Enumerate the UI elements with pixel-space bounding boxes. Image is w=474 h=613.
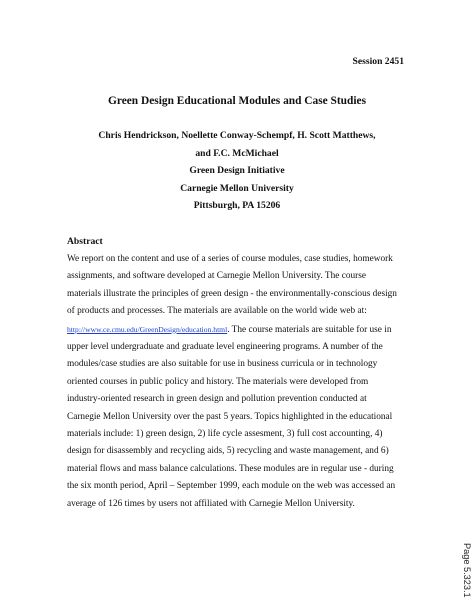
abstract-line: of products and processes. The materials are available on the world wide web at:: [67, 306, 367, 317]
abstract-line: material flows and mass balance calculations. These modules are in regular use - during: [67, 463, 394, 474]
abstract-line: the six month period, April – September 1999, each module on the web was accessed an: [67, 481, 396, 492]
abstract-body: [67, 251, 417, 513]
abstract-line: modules/case studies are also suitable for use in business curricula or in technology: [67, 359, 378, 370]
abstract-line: We report on the content and use of a series of course modules, case studies, homework: [67, 254, 393, 264]
author-names-continued: and F.C. McMichael: [195, 147, 279, 159]
session-number: Session 2451: [352, 56, 404, 67]
abstract-line: upper level undergraduate and graduate level engineering programs. A number of the: [67, 342, 383, 353]
abstract-line: design for disassembly and recycling aids, 5) recycling and waste management, and 6): [67, 446, 389, 457]
paper-title: Green Design Educational Modules and Case Studies: [107, 95, 366, 107]
affiliation-initiative: Green Design Initiative: [189, 165, 285, 176]
affiliation-location: Pittsburgh, PA 15206: [193, 200, 281, 211]
affiliation-university: Carnegie Mellon University: [180, 182, 294, 194]
abstract-line: Carnegie Mellon University over the past 5 years. Topics highlighted in the educational: [67, 411, 393, 422]
abstract-line: average of 126 times by users not affiliated with Carnegie Mellon University.: [67, 498, 355, 509]
abstract-line: assignments, and software developed at Carnegie Mellon University. The course: [67, 271, 366, 282]
author-block: [0, 127, 474, 215]
abstract-heading: Abstract: [67, 236, 103, 247]
education-url-link[interactable]: http://www.ce.cmu.edu/GreenDesign/education.html: [67, 324, 228, 334]
abstract-line: industry-oriented research in green design and pollution prevention conducted at: [67, 394, 367, 405]
abstract-line: materials include: 1) green design, 2) life cycle assesment, 3) full cost accounting, 4): [67, 429, 383, 440]
abstract-line-after-link: . The course materials are suitable for use in: [227, 324, 392, 335]
abstract-line-with-link: [67, 321, 417, 339]
abstract-line: materials illustrate the principles of green design - the environmentally-conscious design: [67, 288, 397, 299]
page-number: Page 5.323.1: [462, 543, 472, 598]
abstract-line: oriented courses in public policy and history. The materials were developed from: [67, 376, 369, 387]
author-names: Chris Hendrickson, Noellette Conway-Schempf, H. Scott Matthews,: [98, 130, 376, 141]
